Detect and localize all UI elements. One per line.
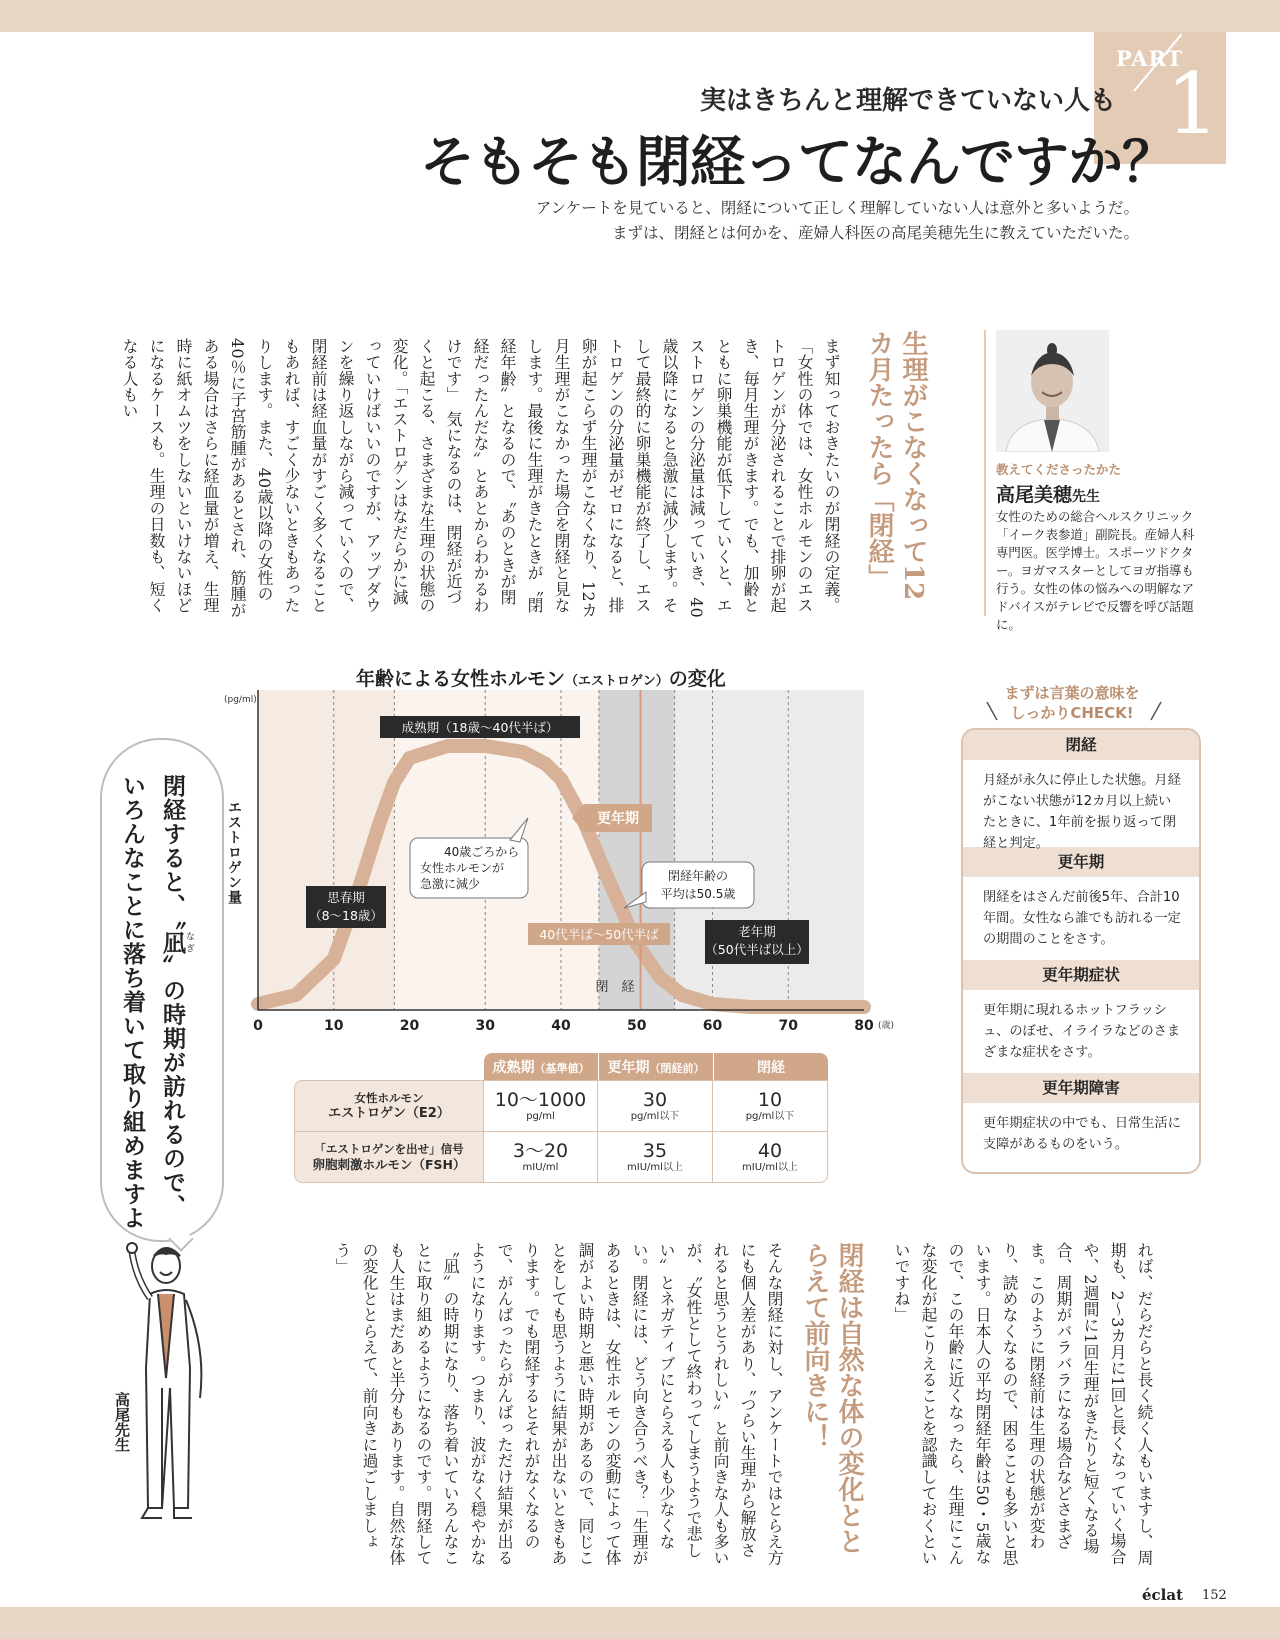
- glossary-definition: 月経が永久に停止した状態。月経がこない状態が12カ月以上続いたときに、1年前を振り返って閉経と判定。: [983, 773, 1181, 851]
- top-band: [0, 0, 1280, 32]
- note2-line: 閉経年齢の: [667, 869, 729, 883]
- glossary-definition: 更年期に現れるホットフラッシュ、のぼせ、イライラなどのさまざまな症状をさす。: [983, 1003, 1181, 1060]
- profile-description: 女性のための総合ヘルスクリニック「イーク表参道」副院長。産婦人科専門医。医学博士。スポーツドクター。ヨガマスターとしてヨガ指導も行う。女性の体の悩みへの明解なアドバイスがテレビで反響を呼び話題に。: [996, 509, 1195, 632]
- doctor-honorific: 先生: [1072, 489, 1101, 505]
- x-tick-label: 0: [253, 1018, 263, 1034]
- doctor-photo: [996, 330, 1109, 452]
- lead: [439, 196, 1139, 246]
- section2-body-pre: れば、だらだらと長く続く人もいますし、周期も、2〜3カ月に1回と長くなっていく場合や、2週間に1回生理がきたりと短くなる場合、周期がバラバラになる場合などさまざま。このように閉経前は生理の状態が変わり、読めなくなるので、困ることも多いと思います。日本人の平均閉経年齢は50・5歳なので、この年齢に近くなったら、生理にこんな変化が起こりえることを認識しておくといいですね」: [892, 1242, 1154, 1566]
- bottom-band: [0, 1607, 1280, 1639]
- table-header: [713, 1053, 828, 1080]
- label-seijuku: 成熟期（18歳～40代半ば）: [401, 720, 559, 735]
- x-tick-label: 30: [475, 1018, 495, 1034]
- glossary-heading-line: しっかりCHECK!: [1010, 704, 1134, 722]
- chart-title-main: 年齢による女性ホルモン: [356, 668, 566, 690]
- cell-value: 10～1000: [494, 1089, 587, 1111]
- bubble-line-1: [152, 774, 194, 1230]
- section1-body: まず知っておきたいのが閉経の定義。「女性の体では、女性ホルモンのエストロゲンが分泌されることで排卵が起き、毎月生理がきます。でも、加齢とともに卵巣機能が低下していくと、エストロゲンの分泌量は減っていき、40歳以降になると急激に減少します。そして最終的に卵巣機能が終了し、エストロゲンの分泌量がゼロになると、排卵が起こらず生理がこなくなり、12カ月生理がこなかった場合を閉経と見なします。最後に生理がきたときが〝閉経年齢〟となるので、〝あのときが閉経だったんだな〟とあとからわかるわけです」 気になるのは、閉経が近づくと起こる、さまざまな生理の状態の変化。「エストロゲンはなだらかに減っていけばいいのですが、アップダウンを繰り返しながら減っていくので、閉経前は経血量がすごく多くなることもあれば、すごく少ないときもあったりします。また、40歳以降の女性の40％に子宮筋腫があるとされ、筋腫がある場合はさらに経血量が増え、生理時に紙オムツをしないといけないほどになるケースも。生理の日数も、短くなる人もい: [120, 338, 841, 619]
- page-number: 152: [1202, 1588, 1227, 1603]
- x-tick-label: 20: [399, 1018, 420, 1034]
- profile-name: [996, 480, 1100, 507]
- glossary-term: 更年期: [963, 847, 1199, 877]
- note2-line: 平均は50.5歳: [660, 887, 736, 901]
- table-cell: [598, 1080, 713, 1132]
- doctor-photo-icon: [996, 330, 1109, 452]
- chart-period-band: [599, 690, 675, 1010]
- doctor-name: 高尾美穂: [996, 484, 1073, 506]
- header-label: 更年期: [607, 1059, 650, 1076]
- label-ronenki: 老年期: [738, 924, 776, 939]
- lead-line-1: アンケートを見ていると、閉経について正しく理解していない人は意外と多いようだ。: [535, 199, 1139, 217]
- section2-body: そんな閉経に対し、アンケートではとらえ方にも個人差があり、〝つらい生理から解放されると思うとうれしい〟と前向きな人も多いが、〝女性として終わってしまうようで悲しい〟とネガティブにとらえる人も少なくない。閉経には、どう向き合うべき？「生理があるときは、女性ホルモンの変動によって体調がよい時期と悪い時期があるので、同じことをしても思うように結果が出ないときもあります。でも閉経するとそれがなくなるので、がんばったらがんばっただけ結果が出るようになります。つまり、波がなく穏やかな〝凪〟の時期になり、落ち着いていろんなことに取り組めるようになるのです。閉経しても人生はまだあと半分もあります。自然な体の変化ととらえて、前向きに過ごしましょう」: [333, 1242, 784, 1566]
- cell-value: 40: [757, 1140, 783, 1162]
- magazine-logo: éclat: [1142, 1586, 1184, 1604]
- y-unit: (pg/ml): [224, 695, 257, 705]
- nagi-kanji: 凪: [159, 930, 185, 955]
- y-axis-label: エストロゲン量: [226, 800, 242, 905]
- glossary-box: [961, 728, 1201, 1174]
- cell-value: 30: [642, 1089, 668, 1111]
- glossary-term: 更年期症状: [963, 960, 1199, 990]
- kicker: 実はきちんと理解できていない人も: [700, 86, 1117, 116]
- doctor-illustration-icon: [126, 1238, 228, 1526]
- x-tick-label: 40: [551, 1018, 571, 1034]
- glossary-term: 更年期障害: [963, 1073, 1199, 1103]
- header-label: 成熟期: [492, 1059, 535, 1076]
- note1-line: 急激に減少: [420, 877, 481, 891]
- row-header: [294, 1080, 484, 1132]
- section2-heading: 閉経は自然な体の変化ととらえて前向きに！: [800, 1242, 864, 1554]
- table-cell: [484, 1132, 598, 1183]
- label-ronenki-range: （50代半ば以上）: [705, 942, 809, 957]
- cell-value: 3～20: [512, 1140, 569, 1162]
- part-label: PART: [1116, 46, 1184, 71]
- table-cell: [484, 1080, 598, 1132]
- header-sub: （基準値）: [534, 1061, 590, 1075]
- table-row: [294, 1132, 828, 1183]
- glossary-term: 閉経: [963, 730, 1199, 760]
- label-shishunki-range: （8～18歳）: [309, 908, 383, 923]
- label-konenki-range: 40代半ば～50代半ば: [539, 927, 659, 942]
- glossary-heading-line: まずは言葉の意味を: [1004, 684, 1140, 702]
- speech-bubble-text: [112, 774, 194, 1230]
- part-number: 1: [1166, 55, 1220, 153]
- glossary-heading-ticks: [985, 700, 1163, 724]
- row-header-line: 卵胞刺激ホルモン（FSH）: [312, 1157, 466, 1172]
- cell-unit: mIU/ml以上: [742, 1162, 798, 1173]
- row-header-line: 女性ホルモン: [354, 1091, 424, 1105]
- note1-line: 40歳ごろから: [444, 845, 520, 859]
- table-cell: [713, 1132, 828, 1183]
- cell-value: 35: [642, 1140, 668, 1162]
- table-header-row: [294, 1053, 828, 1080]
- x-tick-label: 70: [778, 1018, 798, 1034]
- cell-unit: pg/ml: [526, 1111, 555, 1122]
- x-tick-label: 50: [627, 1018, 647, 1034]
- glossary-definition: 更年期症状の中でも、日常生活に支障があるものをいう。: [983, 1116, 1181, 1152]
- label-konenki: 更年期: [597, 811, 639, 827]
- section1-heading: 生理がこなくなって12カ月たったら「閉経」: [864, 330, 928, 601]
- glossary-definition: 閉経をはさんだ前後5年、合計10年間。女性なら誰でも訪れる一定の期間のことをさす。: [983, 890, 1181, 947]
- page-title: そもそも閉経ってなんですか？: [420, 129, 1177, 194]
- table-cell: [713, 1080, 828, 1132]
- x-unit: (歳): [878, 1021, 895, 1031]
- estrogen-chart: [210, 690, 900, 1045]
- x-tick-label: 60: [702, 1018, 723, 1034]
- profile-label: 教えてくださったかた: [996, 462, 1122, 477]
- lead-line-2: まずは、閉経とは何かを、産婦人科医の高尾美穂先生に教えていただいた。: [611, 224, 1139, 242]
- table-header: [484, 1053, 598, 1080]
- cell-unit: mIU/ml以上: [627, 1162, 683, 1173]
- header-label: 閉経: [757, 1059, 785, 1076]
- cell-unit: pg/ml以下: [630, 1111, 680, 1122]
- header-sub: （閉経前）: [649, 1061, 705, 1075]
- table-corner: [294, 1053, 484, 1080]
- label-shishunki: 思春期: [327, 890, 365, 905]
- x-tick-label: 10: [324, 1018, 344, 1034]
- cell-unit: pg/ml以下: [745, 1111, 795, 1122]
- nagi-reading: なぎ: [184, 930, 194, 955]
- hormone-table: [294, 1053, 828, 1183]
- chart-title-paren: （エストロゲン）: [565, 674, 669, 689]
- speaker-name: 高尾先生: [113, 1392, 131, 1452]
- table-row: [294, 1080, 828, 1132]
- chart-title: [356, 664, 726, 691]
- profile-divider: [984, 330, 986, 616]
- row-header: [294, 1132, 484, 1183]
- bubble-line-2: いろんなことに落ち着いて取り組めますよ: [119, 774, 145, 1230]
- chart-title-suffix: の変化: [668, 668, 726, 690]
- note1-line: 女性ホルモンが: [420, 861, 505, 875]
- row-header-line: エストロゲン（E2）: [328, 1106, 450, 1121]
- nagi-ruby: [159, 930, 194, 955]
- cell-unit: mIU/ml: [522, 1162, 559, 1173]
- row-header-line: 「エストロゲンを出せ」信号: [314, 1142, 464, 1156]
- bubble-text-part: 閉経すると、〝: [159, 774, 185, 931]
- table-cell: [598, 1132, 713, 1183]
- cell-value: 10: [757, 1089, 783, 1111]
- x-tick-label: 80: [854, 1018, 874, 1034]
- table-header: [598, 1053, 713, 1080]
- bubble-text-part: 〟の時期が訪れるので、: [159, 954, 185, 1219]
- label-heikei: 閉 経: [595, 980, 635, 995]
